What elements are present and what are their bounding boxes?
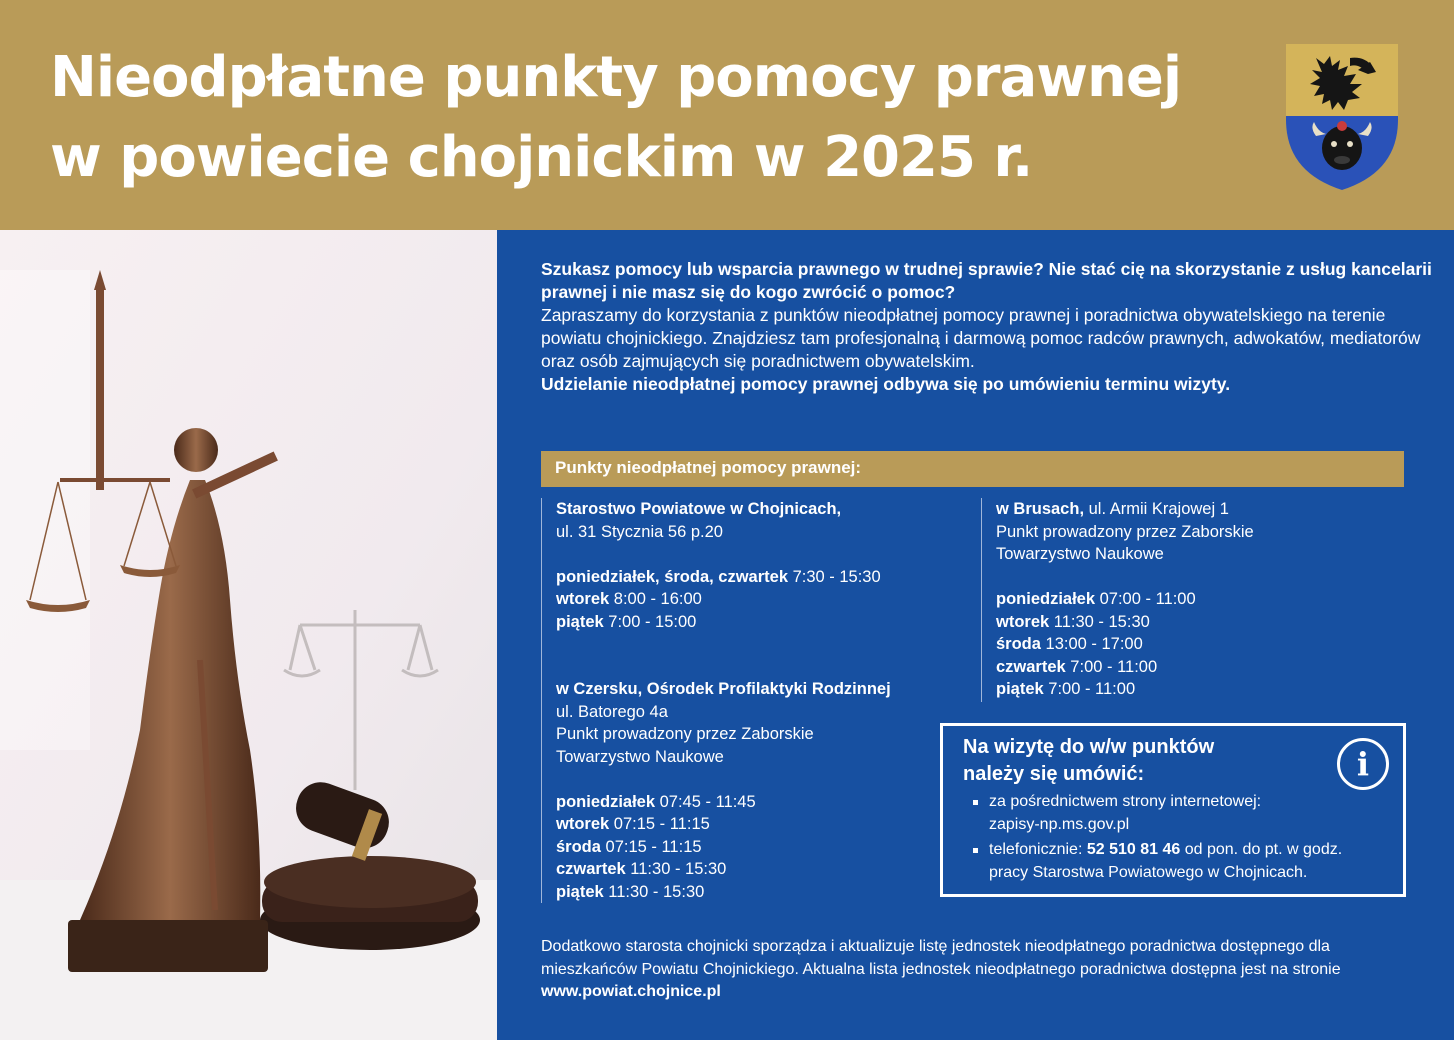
hours-row: [556, 611, 956, 634]
hours-day: wtorek: [556, 815, 610, 833]
hours-time: 07:15 - 11:15: [609, 815, 710, 833]
intro-note: Udzielanie nieodpłatnej pomocy prawnej odbywa się po umówieniu terminu wizyty.: [541, 374, 1231, 394]
hours-row: [996, 588, 1326, 611]
hours-row: [996, 633, 1326, 656]
phone-prefix: telefonicznie:: [989, 841, 1087, 858]
location-name: w Czersku, Ośrodek Profilaktyki Rodzinnej: [556, 680, 891, 698]
hours-time: 7:00 - 11:00: [1065, 657, 1158, 676]
appointment-title-line-1: Na wizytę do w/w punktów: [963, 736, 1215, 758]
hours-day: poniedziałek: [996, 590, 1096, 608]
hours-day: wtorek: [556, 590, 610, 608]
info-panel: [497, 230, 1454, 1040]
hours-row: [996, 656, 1326, 679]
location-chojnice: [556, 498, 956, 633]
hours-row: [556, 813, 956, 836]
footer-note: [541, 936, 1421, 1004]
appointment-list: [971, 791, 1342, 884]
intro-body: Zapraszamy do korzystania z punktów nieodpłatnej pomocy prawnej i poradnictwa obywatelskiego na terenie powiatu chojnickiego. Znajdziesz tam profesjonalną i darmową pomoc radców prawnych, adwokatów, mediatorów oraz osób zajmujących się poradnictwem obywatelskim.: [541, 305, 1421, 371]
hours-time: 07:00 - 11:00: [1095, 590, 1196, 608]
header-banner: [0, 0, 1454, 230]
list-item: [971, 791, 1342, 836]
location-note: Punkt prowadzony przez Zaborskie: [556, 725, 814, 743]
coat-of-arms-icon: [1286, 44, 1398, 190]
hours-time: 07:45 - 11:45: [655, 792, 756, 811]
hours-day: poniedziałek, środa, czwartek: [556, 567, 788, 586]
location-brusy: [981, 498, 1326, 702]
list-item: [971, 839, 1342, 884]
justice-statue-photo: [0, 230, 497, 1040]
web-link[interactable]: zapisy-np.ms.gov.pl: [989, 815, 1130, 833]
hours-time: 7:00 - 11:00: [1043, 680, 1136, 698]
hours-day: piątek: [996, 680, 1044, 698]
hours-row: [556, 566, 956, 589]
hours-time: 11:30 - 15:30: [1049, 612, 1150, 631]
location-address: ul. 31 Stycznia 56 p.20: [556, 522, 723, 541]
appointment-title: [963, 734, 1214, 788]
hours-row: [556, 836, 956, 859]
hours-day: czwartek: [556, 860, 626, 878]
hours-row: [996, 678, 1326, 701]
locations-left-column: [541, 498, 956, 903]
hours-day: środa: [556, 837, 601, 856]
hours-time: 7:30 - 15:30: [788, 567, 881, 586]
hours-time: 11:30 - 15:30: [625, 860, 727, 878]
info-icon: i: [1337, 738, 1389, 790]
hours-day: piątek: [556, 612, 604, 631]
location-address: ul. Batorego 4a: [556, 702, 668, 721]
hours-row: [556, 881, 956, 904]
phone-note: pracy Starostwa Powiatowego w Chojnicach.: [989, 863, 1308, 881]
phone-number[interactable]: 52 510 81 46: [1086, 841, 1181, 858]
web-label: za pośrednictwem strony internetowej:: [989, 793, 1262, 810]
intro-question: Szukasz pomocy lub wsparcia prawnego w trudnej sprawie? Nie stać cię na skorzystanie z usług kancelarii prawnej i nie masz się do kogo zwrócić o pomoc?: [541, 259, 1432, 302]
location-note: Towarzystwo Naukowe: [996, 545, 1164, 563]
footer-text: Dodatkowo starosta chojnicki sporządza i aktualizuje listę jednostek nieodpłatnego poradnictwa dostępnego dla mieszkańców Powiatu Chojnickiego. Aktualna lista jednostek nieodpłatnego poradnictwa dostępna jest na stronie: [541, 938, 1341, 978]
hours-row: [556, 858, 956, 881]
footer-url[interactable]: www.powiat.chojnice.pl: [541, 983, 721, 1000]
points-heading: Punkty nieodpłatnej pomocy prawnej:: [555, 458, 862, 477]
hours-time: 11:30 - 15:30: [603, 882, 705, 901]
appointment-box: [940, 723, 1406, 897]
hours-row: [556, 588, 956, 611]
hours-time: 07:15 - 11:15: [600, 837, 702, 856]
hours-time: 13:00 - 17:00: [1040, 635, 1143, 653]
location-name: w Brusach,: [996, 500, 1085, 518]
location-czersk: [556, 678, 956, 903]
page-title: [50, 38, 1181, 198]
title-line-2: w powiecie chojnickim w 2025 r.: [50, 125, 1033, 190]
hours-day: środa: [996, 635, 1041, 653]
location-address: ul. Armii Krajowej 1: [1084, 500, 1229, 518]
location-note: Punkt prowadzony przez Zaborskie: [996, 522, 1254, 541]
hours-day: wtorek: [996, 612, 1050, 631]
hours-day: poniedziałek: [556, 792, 656, 811]
location-note: Towarzystwo Naukowe: [556, 747, 724, 766]
hours-time: 8:00 - 16:00: [609, 590, 702, 608]
phone-suffix: od pon. do pt. w godz.: [1180, 841, 1343, 858]
title-line-1: Nieodpłatne punkty pomocy prawnej: [50, 45, 1182, 110]
hours-time: 7:00 - 15:00: [603, 612, 697, 631]
points-heading-bar: [541, 451, 1404, 487]
hours-day: czwartek: [996, 657, 1066, 676]
hours-day: piątek: [556, 882, 604, 901]
location-name: Starostwo Powiatowe w Chojnicach,: [556, 500, 842, 518]
intro-text: [541, 258, 1436, 396]
hours-row: [556, 791, 956, 814]
appointment-title-line-2: należy się umówić:: [963, 763, 1145, 785]
hours-row: [996, 611, 1326, 634]
